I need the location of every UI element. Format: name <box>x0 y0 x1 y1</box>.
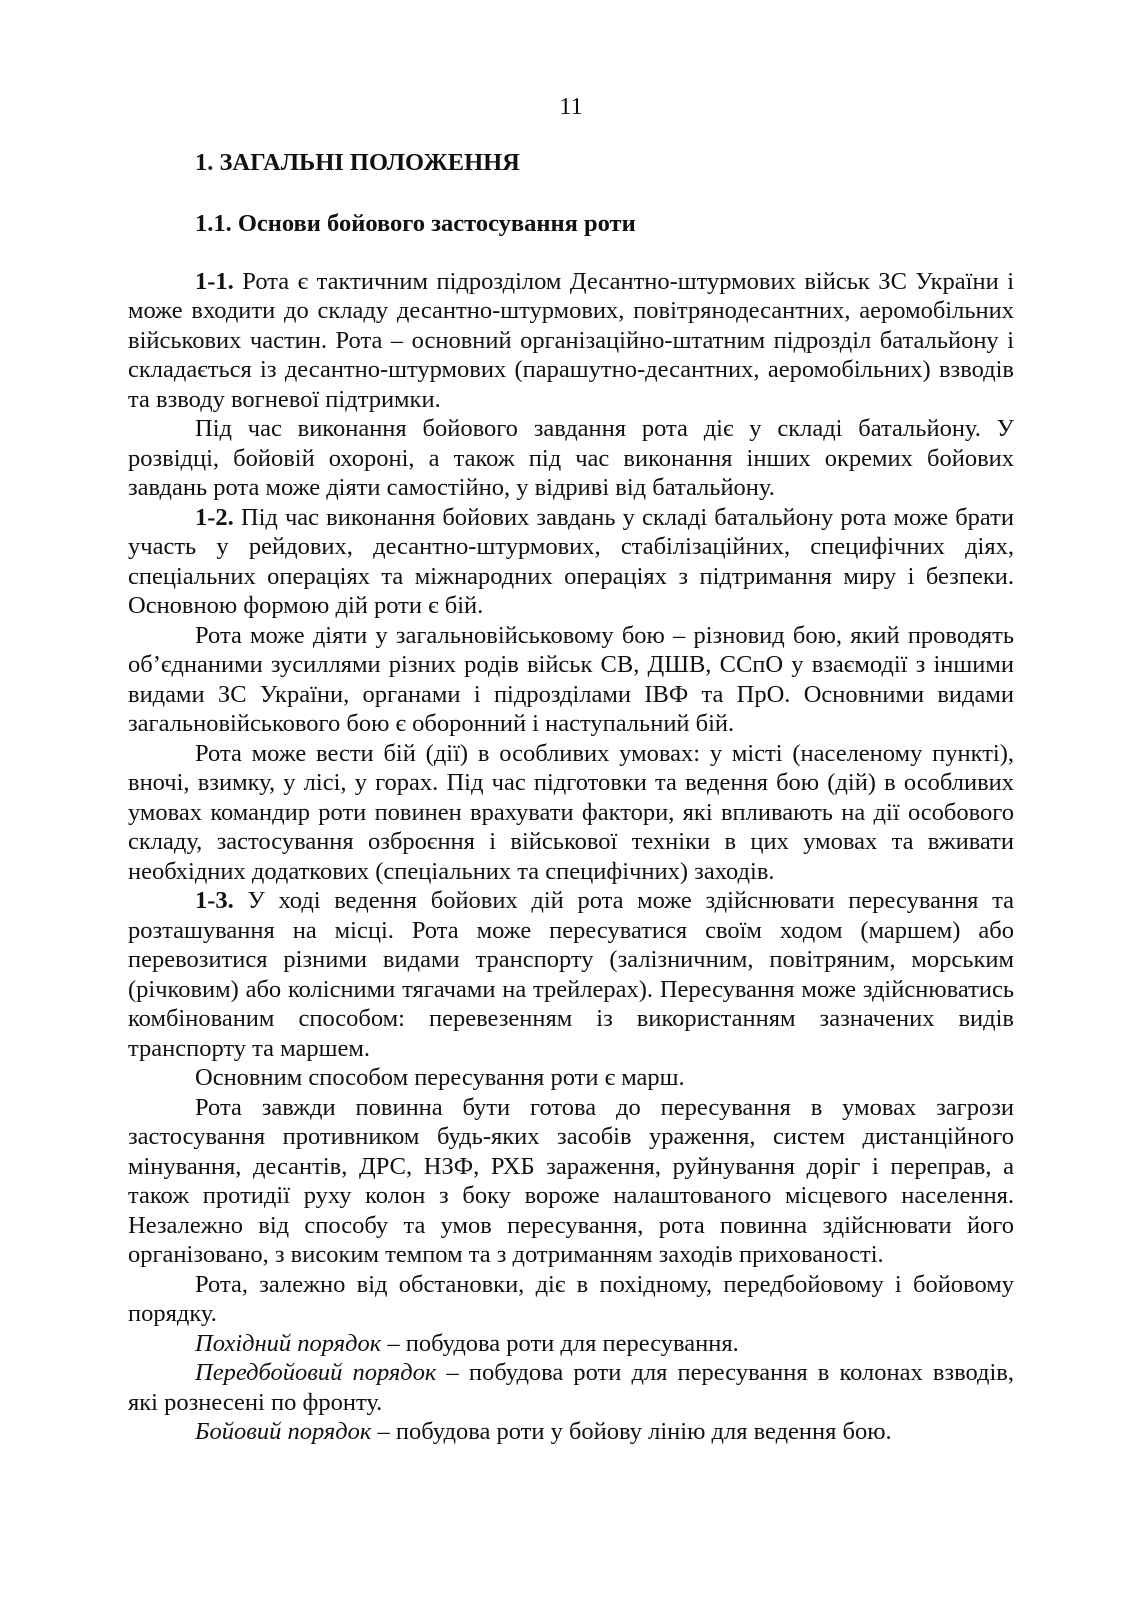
paragraph: Під час виконання бойового завдання рота діє у складі батальйону. У розвідці, бойовій охороні, а також під час виконання інших окремих бойових завдань рота може діяти самостійно, у відриві від батальйону. <box>128 415 1014 501</box>
paragraph-number: 1-3. <box>195 887 234 914</box>
page-number: 11 <box>559 93 583 120</box>
paragraph: Рота, залежно від обстановки, діє в похідному, передбойовому і бойовому порядку. <box>128 1270 1014 1327</box>
paragraph-number: 1-2. <box>195 503 234 531</box>
text-block <box>128 0 1014 1447</box>
paragraph: Основним способом пересування роти є марш. <box>195 1064 685 1091</box>
paragraph: Похідний порядок – побудова роти для пересування. <box>195 1329 739 1357</box>
defined-term: Передбойовий порядок <box>195 1359 437 1386</box>
defined-term: Бойовий порядок <box>195 1418 372 1445</box>
defined-term: Похідний порядок <box>195 1329 382 1357</box>
paragraph: 1-1. Рота є тактичним підрозділом Десантно-штурмових військ ЗС України і може входити до складу десантно-штурмових, повітрянодесантних, аеромобільних військових частин. Рота – основний організаційно-штатним підрозділ батальйону і складається із десантно-штурмових (парашутно-десантних, аеромобільних) взводів та взводу вогневої підтримки. <box>128 267 1014 413</box>
paragraph-number: 1-1. <box>195 267 234 295</box>
paragraph: 1-2. Під час виконання бойових завдань у складі батальйону рота може брати участь у рейдових, десантно-штурмових, стабілізаційних, специфічних діях, спеціальних операціях та міжнародних операціях з підтримання миру і безпеки. Основною формою дій роти є бій. <box>128 503 1014 619</box>
paragraph: Передбойовий порядок – побудова роти для пересування в колонах взводів, які рознесені по фронту. <box>128 1359 1015 1416</box>
paragraph: 1-3. У ході ведення бойових дій рота може здійснювати пересування та розташування на місці. Рота може пересуватися своїм ходом (маршем) або перевозитися різними видами транспорту (залізничним, повітряним, морським (річковим) або колісними тягачами на трейлерах). Пересування може здійснюватись комбінованим способом: перевезенням із використанням зазначених видів транспорту та маршем. <box>128 887 1014 1062</box>
paragraph-list <box>128 267 1014 1447</box>
subsection-heading: 1.1. Основи бойового застосування роти <box>195 210 636 237</box>
paragraph: Рота може вести бій (дії) в особливих умовах: у місті (населеному пункті), вночі, взимку, у лісі, у горах. Під час підготовки та ведення бою (дій) в особливих умовах командир роти повинен врахувати фактори, які впливають на дії особового складу, застосування озброєння і військової техніки в цих умовах та вживати необхідних додаткових (спеціальних та специфічних) заходів. <box>128 739 1014 885</box>
section-heading: 1. ЗАГАЛЬНІ ПОЛОЖЕННЯ <box>195 148 520 176</box>
paragraph: Рота може діяти у загальновійськовому бою – різновид бою, який проводять об’єднаними зусиллями різних родів військ СВ, ДШВ, ССпО у взаємодії з іншими видами ЗС України, органами і підрозділами ІВФ та ПрО. Основними видами загальновійськового бою є оборонний і наступальний бій. <box>128 621 1014 737</box>
paragraph: Рота завжди повинна бути готова до пересування в умовах загрози застосування противником будь-яких засобів ураження, систем дистанційного мінування, десантів, ДРС, НЗФ, РХБ зараження, руйнування доріг і переправ, а також протидії руху колон з боку вороже налаштованого місцевого населення. Незалежно від способу та умов пересування, рота повинна здійснювати його організовано, з високим темпом та з дотриманням заходів прихованості. <box>128 1093 1014 1268</box>
paragraph: Бойовий порядок – побудова роти у бойову лінію для ведення бою. <box>195 1418 892 1445</box>
